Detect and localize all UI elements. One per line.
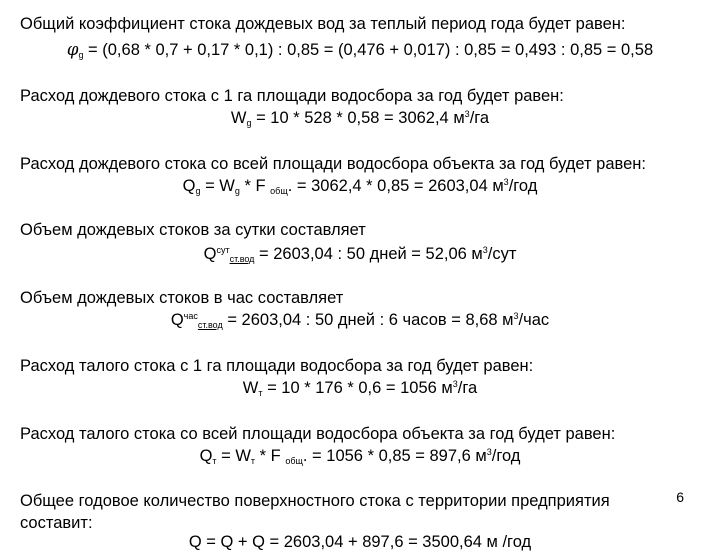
formula-rain-runoff-hourly xyxy=(0,310,720,330)
formula-rain-runoff-per-ha xyxy=(0,108,720,128)
formula-subscript: g xyxy=(246,118,252,128)
formula-superscript: 3 xyxy=(513,311,519,321)
formula-expression: = 2603,04 : 50 дней = 52,06 м xyxy=(254,245,483,263)
formula-superscript: 3 xyxy=(452,379,458,389)
paragraph-heading: Объем дождевых стоков в час составляет xyxy=(20,289,344,307)
formula-subscript: т xyxy=(258,388,263,398)
formula-runoff-coefficient xyxy=(0,40,720,60)
formula-rain-runoff-daily xyxy=(0,244,720,264)
paragraph-heading: Расход дождевого стока со всей площади водосбора объекта за год будет равен: xyxy=(20,155,646,173)
formula-symbol: Q xyxy=(170,311,184,329)
formula-subscript: т xyxy=(212,456,217,466)
paragraph-heading: Расход талого стока со всей площади водосбора объекта за год будет равен: xyxy=(20,425,616,443)
formula-expression: = W xyxy=(216,447,251,465)
formula-subscript: g xyxy=(78,50,84,60)
formula-total-runoff-cut-off: Q = Q + Q = 2603,04 + 897,6 = 3500,64 м /год xyxy=(188,533,532,551)
formula-unit: /сут xyxy=(487,245,517,263)
formula-expression: = (0,68 * 0,7 + 0,17 * 0,1) : 0,85 = (0,476 + 0,017) : 0,85 = 0,493 : 0,85 = 0,58 xyxy=(83,41,654,59)
formula-superscript: 3 xyxy=(464,109,470,119)
formula-symbol: W xyxy=(230,109,247,127)
formula-superscript: 3 xyxy=(482,245,488,255)
formula-expression: = 10 * 176 * 0,6 = 1056 м xyxy=(262,379,453,397)
paragraph-heading: Общий коэффициент стока дождевых вод за теплый период года будет равен: xyxy=(20,15,626,33)
formula-expression: . = 1056 * 0,85 = 897,6 м xyxy=(302,447,487,465)
formula-expression: = 10 * 528 * 0,58 = 3062,4 м xyxy=(251,109,465,127)
paragraph-heading: Объем дождевых стоков за сутки составляет xyxy=(20,221,366,239)
formula-expression: = 2603,04 : 50 дней : 6 часов = 8,68 м xyxy=(222,311,514,329)
formula-unit: /га xyxy=(469,109,490,127)
formula-symbol: W xyxy=(242,379,259,397)
formula-unit: /год xyxy=(508,177,538,195)
formula-symbol: Q xyxy=(182,177,196,195)
formula-rain-runoff-total xyxy=(0,176,720,196)
formula-subscript: ст.вод xyxy=(197,320,223,330)
formula-expression: * F xyxy=(255,447,286,465)
page-number: 6 xyxy=(676,489,684,505)
formula-subscript: общ xyxy=(270,186,288,196)
formula-superscript: 3 xyxy=(503,177,509,187)
paragraph-heading-continued: составит: xyxy=(20,514,93,532)
formula-subscript: ст.вод xyxy=(229,254,255,264)
formula-subscript: общ xyxy=(285,456,303,466)
formula-unit: /час xyxy=(518,311,550,329)
formula-symbol: Q xyxy=(199,447,213,465)
formula-unit: /га xyxy=(457,379,478,397)
paragraph-heading: Расход талого стока с 1 га площади водосбора за год будет равен: xyxy=(20,357,534,375)
formula-superscript: сут xyxy=(216,245,230,255)
formula-unit: /год xyxy=(491,447,521,465)
formula-subscript: т xyxy=(250,456,256,466)
formula-expression: * F xyxy=(239,177,271,195)
formula-superscript: час xyxy=(183,311,198,321)
formula-melt-runoff-per-ha xyxy=(0,378,720,398)
paragraph-heading: Расход дождевого стока с 1 га площади водосбора за год будет равен: xyxy=(20,87,564,105)
formula-melt-runoff-total xyxy=(0,446,720,466)
paragraph-heading: Общее годовое количество поверхностного стока с территории предприятия xyxy=(20,492,610,510)
formula-superscript: 3 xyxy=(486,447,492,457)
phi-symbol: φ xyxy=(66,40,79,59)
formula-subscript: g xyxy=(234,186,240,196)
formula-expression: = W xyxy=(200,177,235,195)
formula-symbol: Q xyxy=(203,245,217,263)
formula-subscript: g xyxy=(195,186,201,196)
formula-expression: . = 3062,4 * 0,85 = 2603,04 м xyxy=(287,177,504,195)
